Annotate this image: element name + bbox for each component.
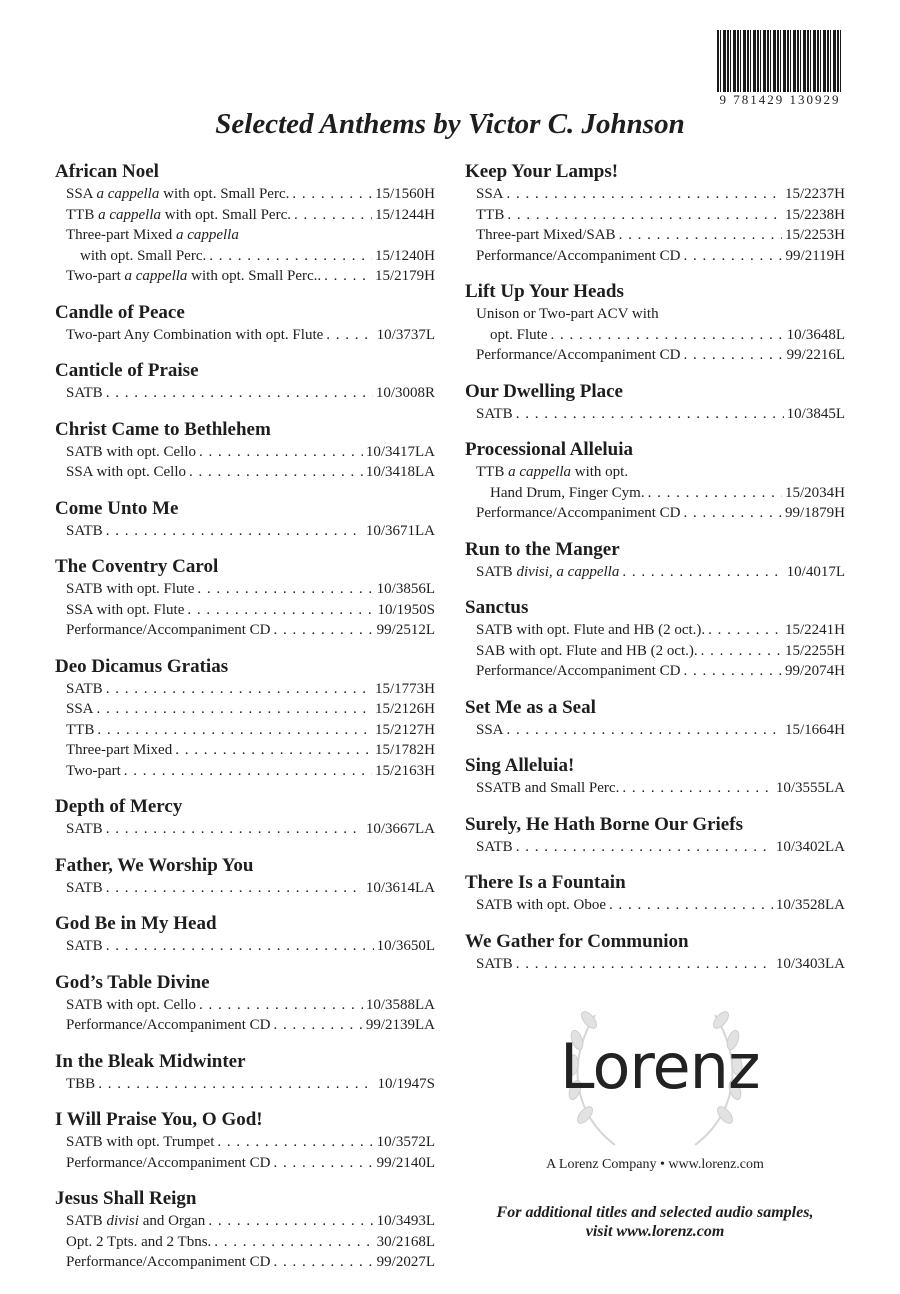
- leader-dots: [208, 1211, 373, 1232]
- anthem-title: Sing Alleluia!: [465, 755, 575, 776]
- anthem-entry: [55, 160, 435, 287]
- catalog-number: 15/2179H: [375, 268, 435, 284]
- edition-line: [55, 225, 435, 246]
- catalog-number: 10/3403LA: [775, 955, 845, 972]
- catalog-number: 10/3528LA: [775, 897, 845, 913]
- catalog-number: 99/2139LA: [365, 1017, 435, 1033]
- anthem-title: African Noel: [55, 161, 159, 182]
- edition-line: [55, 579, 435, 600]
- edition-line: [465, 641, 845, 662]
- anthem-entry: [465, 871, 845, 916]
- edition-label: SATB: [66, 879, 103, 896]
- leader-dots: [189, 462, 363, 483]
- edition-label: Performance/Accompaniment CD: [476, 247, 681, 264]
- edition-label: SATB with opt. Oboe: [476, 897, 607, 913]
- catalog-number: 10/3671LA: [365, 522, 435, 539]
- edition-line: [55, 521, 435, 542]
- edition-label: SATB: [476, 838, 513, 855]
- edition-label: Three-part Mixed: [66, 742, 173, 758]
- edition-label: SSA: [66, 701, 94, 717]
- catalog-number: 15/2255H: [785, 642, 845, 659]
- edition-line: [465, 837, 845, 858]
- catalog-number: 30/2168L: [376, 1233, 435, 1250]
- anthem-entry: [55, 1187, 435, 1273]
- barcode: [717, 30, 843, 107]
- anthem-title: In the Bleak Midwinter: [55, 1050, 246, 1072]
- page-title: Selected Anthems by Victor C. Johnson: [215, 108, 685, 140]
- leader-dots: [684, 246, 783, 267]
- leader-dots: [106, 679, 372, 700]
- catalog-number: 15/1240H: [375, 247, 435, 264]
- anthem-title: Deo Dicamus Gratias: [55, 655, 229, 677]
- leader-dots: [516, 954, 773, 975]
- edition-line: [465, 661, 845, 682]
- edition-label: SATB: [66, 821, 103, 837]
- catalog-number: 10/3856L: [376, 581, 435, 597]
- catalog-number: 15/2238H: [785, 206, 845, 223]
- leader-dots: [507, 720, 782, 741]
- anthem-title: God Be in My Head: [55, 913, 217, 934]
- catalog-number: 99/1879H: [785, 505, 845, 521]
- anthem-title: Depth of Mercy: [55, 796, 183, 817]
- leader-dots: [274, 620, 374, 641]
- barcode-number: 9 781429 130929: [705, 92, 855, 108]
- catalog-number: 99/2074H: [785, 663, 845, 679]
- edition-line: [55, 184, 435, 205]
- leader-dots: [187, 600, 374, 621]
- leader-dots: [106, 521, 363, 542]
- leader-dots: [684, 503, 782, 524]
- edition-line: [55, 620, 435, 641]
- edition-line: [465, 895, 845, 916]
- edition-line: [55, 1211, 435, 1232]
- edition-line: [465, 246, 845, 267]
- leader-dots: [324, 266, 372, 287]
- edition-label: SATB with opt. Flute: [66, 581, 195, 597]
- anthem-entry: [465, 160, 845, 266]
- edition-label: TTB: [66, 721, 95, 738]
- leader-dots: [106, 878, 363, 899]
- catalog-number: 10/3417LA: [365, 443, 435, 460]
- catalog-number: 15/1664H: [785, 721, 845, 738]
- catalog-number: 10/3650L: [376, 938, 435, 954]
- leader-dots: [199, 995, 363, 1016]
- edition-line: [465, 483, 845, 504]
- catalog-number: 10/3614LA: [365, 879, 435, 896]
- leader-dots: [294, 205, 372, 226]
- edition-line: [465, 720, 845, 741]
- leader-dots: [97, 720, 372, 741]
- edition-line: [465, 345, 845, 366]
- edition-label: with opt. Small Perc.: [80, 247, 207, 264]
- leader-dots: [197, 579, 373, 600]
- anthem-title: We Gather for Communion: [465, 930, 689, 952]
- anthem-entry: [55, 301, 435, 346]
- catalog-number: 15/2241H: [785, 622, 845, 638]
- edition-label: Unison or Two-part ACV with: [476, 306, 659, 322]
- anthem-title: The Coventry Carol: [55, 556, 219, 577]
- leader-dots: [701, 641, 782, 662]
- edition-line: [55, 246, 435, 267]
- edition-line: [55, 740, 435, 761]
- footer-line-1: For additional titles and selected audio samples,: [496, 1204, 814, 1221]
- edition-label: TTB: [476, 206, 505, 223]
- catalog-number: 10/3555LA: [775, 780, 845, 796]
- anthem-entry: [465, 930, 845, 975]
- edition-line: [465, 184, 845, 205]
- catalog-number: 15/2127H: [375, 721, 435, 738]
- catalog-number: 99/2216L: [786, 347, 845, 363]
- anthem-title: Lift Up Your Heads: [465, 281, 624, 302]
- leader-dots: [209, 246, 372, 267]
- edition-label: Three-part Mixed/SAB: [476, 227, 616, 243]
- anthem-entry: [465, 280, 845, 366]
- catalog-number: 10/3008R: [375, 385, 435, 401]
- edition-label: SATB divisi, a cappella: [476, 563, 620, 580]
- edition-label: SATB: [66, 680, 103, 697]
- edition-label: SATB: [476, 955, 513, 972]
- edition-line: [55, 462, 435, 483]
- catalog-number: 99/2027L: [376, 1254, 435, 1270]
- edition-line: [55, 325, 435, 346]
- anthem-entry: [465, 696, 845, 741]
- right-column: [465, 160, 845, 988]
- catalog-number: 10/3418LA: [365, 464, 435, 480]
- leader-dots: [199, 442, 363, 463]
- edition-label: SSA with opt. Cello: [66, 464, 187, 480]
- edition-label: Performance/Accompaniment CD: [66, 622, 271, 638]
- edition-line: [55, 266, 435, 287]
- company-line: A Lorenz Company • www.lorenz.com: [546, 1157, 764, 1172]
- edition-line: [465, 304, 845, 325]
- lorenz-logo: Lorenz: [560, 1030, 760, 1103]
- anthem-entry: [55, 854, 435, 899]
- edition-label: SSA a cappella with opt. Small Perc.: [66, 186, 290, 202]
- leader-dots: [214, 1232, 373, 1253]
- edition-line: [465, 404, 845, 425]
- anthem-entry: [55, 1108, 435, 1173]
- edition-line: [55, 1015, 435, 1036]
- anthem-entry: [465, 813, 845, 858]
- edition-line: [55, 761, 435, 782]
- anthem-entry: [55, 971, 435, 1036]
- edition-line: [465, 562, 845, 583]
- catalog-number: 10/3588LA: [365, 996, 435, 1013]
- edition-label: Two-part a cappella with opt. Small Perc..: [66, 268, 322, 284]
- anthem-entry: [55, 795, 435, 840]
- edition-line: [465, 205, 845, 226]
- leader-dots: [648, 483, 782, 504]
- anthem-entry: [55, 359, 435, 404]
- catalog-number: 10/1947S: [377, 1075, 435, 1092]
- edition-label: SSATB and Small Perc.: [476, 780, 620, 796]
- leader-dots: [217, 1132, 373, 1153]
- edition-line: [465, 462, 845, 483]
- edition-label: Hand Drum, Finger Cym.: [490, 484, 645, 501]
- edition-label: Three-part Mixed a cappella: [66, 227, 239, 243]
- catalog-number: 10/1950S: [377, 601, 435, 618]
- catalog-number: 15/2163H: [375, 762, 435, 779]
- leader-dots: [98, 1074, 374, 1095]
- edition-line: [55, 1252, 435, 1273]
- edition-label: SSA: [476, 186, 504, 202]
- catalog-number: 99/2512L: [376, 622, 435, 638]
- catalog-number: 15/1782H: [375, 742, 435, 758]
- anthem-title: Set Me as a Seal: [465, 696, 596, 718]
- leader-dots: [516, 404, 784, 425]
- edition-line: [55, 1232, 435, 1253]
- footer-line-2: visit www.lorenz.com: [585, 1223, 725, 1240]
- catalog-number: 15/1560H: [375, 186, 435, 202]
- edition-label: SATB with opt. Cello: [66, 996, 197, 1013]
- anthem-entry: [55, 655, 435, 782]
- edition-line: [55, 1132, 435, 1153]
- anthem-title: Father, We Worship You: [55, 854, 254, 876]
- edition-line: [465, 954, 845, 975]
- edition-label: opt. Flute: [490, 326, 548, 343]
- footer-note: [465, 1203, 845, 1241]
- anthem-entry: [465, 754, 845, 799]
- leader-dots: [516, 837, 773, 858]
- anthem-entry: [465, 380, 845, 425]
- edition-label: Opt. 2 Tpts. and 2 Tbns.: [66, 1233, 212, 1250]
- leader-dots: [507, 184, 782, 205]
- leader-dots: [551, 325, 784, 346]
- leader-dots: [106, 819, 363, 840]
- edition-label: SATB with opt. Flute and HB (2 oct.).: [476, 622, 706, 638]
- edition-label: Performance/Accompaniment CD: [476, 505, 681, 521]
- anthem-entry: [55, 497, 435, 542]
- left-column: [55, 160, 435, 1287]
- leader-dots: [274, 1015, 363, 1036]
- edition-line: [55, 383, 435, 404]
- anthem-title: Processional Alleluia: [465, 439, 634, 460]
- edition-label: Two-part Any Combination with opt. Flute: [66, 326, 324, 343]
- edition-line: [55, 1153, 435, 1174]
- leader-dots: [684, 661, 782, 682]
- edition-label: SATB: [66, 385, 103, 401]
- edition-line: [55, 995, 435, 1016]
- edition-label: SATB: [66, 522, 103, 539]
- catalog-number: 15/1244H: [375, 206, 435, 223]
- edition-label: Performance/Accompaniment CD: [476, 347, 681, 363]
- leader-dots: [619, 225, 782, 246]
- leader-dots: [106, 383, 373, 404]
- leader-dots: [292, 184, 372, 205]
- edition-line: [55, 442, 435, 463]
- edition-line: [465, 225, 845, 246]
- edition-label: SSA: [476, 721, 504, 738]
- catalog-number: 10/4017L: [786, 563, 845, 580]
- edition-label: Performance/Accompaniment CD: [66, 1254, 271, 1270]
- edition-line: [465, 503, 845, 524]
- edition-label: SATB: [66, 938, 103, 954]
- leader-dots: [708, 620, 782, 641]
- anthem-entry: [55, 555, 435, 641]
- catalog-number: 15/1773H: [375, 680, 435, 697]
- edition-line: [55, 878, 435, 899]
- anthem-title: Sanctus: [465, 597, 529, 618]
- edition-label: TTB a cappella with opt. Small Perc.: [66, 206, 291, 223]
- anthem-entry: [55, 912, 435, 957]
- leader-dots: [175, 740, 372, 761]
- catalog-number: 10/3493L: [376, 1213, 435, 1229]
- catalog-number: 10/3572L: [376, 1134, 435, 1150]
- leader-dots: [106, 936, 374, 957]
- anthem-title: Keep Your Lamps!: [465, 161, 619, 182]
- anthem-entry: [465, 438, 845, 524]
- edition-line: [465, 620, 845, 641]
- edition-line: [55, 936, 435, 957]
- anthem-title: Christ Came to Bethlehem: [55, 418, 271, 440]
- edition-label: TBB: [66, 1075, 96, 1092]
- edition-label: SATB with opt. Trumpet: [66, 1134, 215, 1150]
- edition-label: Performance/Accompaniment CD: [476, 663, 681, 679]
- edition-line: [55, 720, 435, 741]
- anthem-entry: [465, 538, 845, 583]
- edition-line: [465, 325, 845, 346]
- leader-dots: [124, 761, 372, 782]
- leader-dots: [609, 895, 773, 916]
- catalog-number: 15/2253H: [785, 227, 845, 243]
- anthem-title: Candle of Peace: [55, 301, 185, 323]
- anthem-entry: [55, 418, 435, 483]
- edition-line: [55, 205, 435, 226]
- anthem-title: I Will Praise You, O God!: [55, 1109, 263, 1130]
- anthem-title: Surely, He Hath Borne Our Griefs: [465, 813, 743, 835]
- leader-dots: [507, 205, 782, 226]
- edition-label: TTB a cappella with opt.: [476, 464, 629, 480]
- catalog-number: 15/2034H: [785, 484, 845, 501]
- anthem-title: There Is a Fountain: [465, 872, 626, 893]
- edition-line: [465, 778, 845, 799]
- edition-label: SATB with opt. Cello: [66, 443, 197, 460]
- edition-line: [55, 600, 435, 621]
- edition-label: SSA with opt. Flute: [66, 601, 185, 618]
- edition-line: [55, 699, 435, 720]
- catalog-number: 99/2119H: [785, 247, 845, 264]
- catalog-number: 15/2237H: [785, 186, 845, 202]
- edition-line: [55, 1074, 435, 1095]
- leader-dots: [97, 699, 372, 720]
- anthem-title: Our Dwelling Place: [465, 380, 623, 402]
- edition-line: [55, 819, 435, 840]
- edition-label: SATB divisi and Organ: [66, 1213, 206, 1229]
- anthem-entry: [465, 596, 845, 682]
- leader-dots: [274, 1153, 374, 1174]
- leader-dots: [684, 345, 784, 366]
- edition-label: SATB: [476, 405, 513, 422]
- catalog-number: 10/3737L: [376, 326, 435, 343]
- edition-label: Performance/Accompaniment CD: [66, 1017, 271, 1033]
- edition-label: Two-part: [66, 762, 121, 779]
- leader-dots: [622, 778, 772, 799]
- catalog-number: 10/3648L: [786, 326, 845, 343]
- catalog-number: 10/3845L: [786, 405, 845, 422]
- edition-label: Performance/Accompaniment CD: [66, 1154, 271, 1171]
- catalog-number: 10/3667LA: [365, 821, 435, 837]
- catalog-number: 99/2140L: [376, 1154, 435, 1171]
- catalog-number: 10/3402LA: [775, 838, 845, 855]
- anthem-title: God’s Table Divine: [55, 971, 210, 993]
- leader-dots: [622, 562, 783, 583]
- anthem-entry: [55, 1050, 435, 1095]
- edition-line: [55, 679, 435, 700]
- leader-dots: [326, 325, 373, 346]
- catalog-number: 15/2126H: [375, 701, 435, 717]
- anthem-title: Canticle of Praise: [55, 360, 199, 381]
- anthem-title: Run to the Manger: [465, 538, 620, 560]
- anthem-title: Jesus Shall Reign: [55, 1188, 197, 1209]
- anthem-title: Come Unto Me: [55, 497, 179, 519]
- edition-label: SAB with opt. Flute and HB (2 oct.).: [476, 642, 698, 659]
- barcode-bars: [717, 30, 843, 92]
- leader-dots: [274, 1252, 374, 1273]
